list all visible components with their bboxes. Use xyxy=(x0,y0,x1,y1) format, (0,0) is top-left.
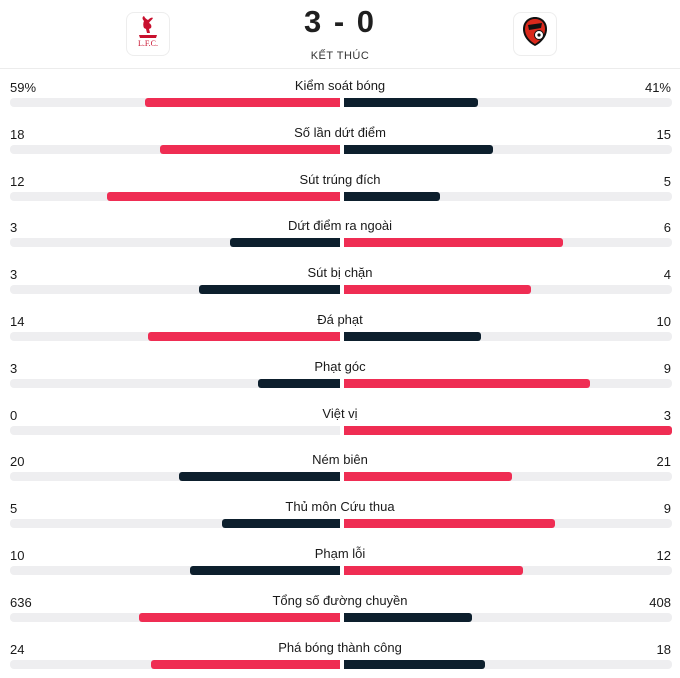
home-stat-track xyxy=(10,379,340,388)
home-stat-value: 59% xyxy=(10,80,37,95)
home-stat-track xyxy=(10,332,340,341)
home-stat-track xyxy=(10,98,340,107)
away-stat-bar xyxy=(344,98,478,107)
home-stat-bar xyxy=(148,332,341,341)
home-stat-track xyxy=(10,285,340,294)
away-stat-bar xyxy=(344,332,481,341)
stat-row xyxy=(0,538,680,585)
stat-row xyxy=(0,585,680,632)
stat-label: Phá bóng thành công xyxy=(278,639,402,655)
home-stat-value: 3 xyxy=(10,220,18,236)
stat-label: Số lần dứt điểm xyxy=(294,124,386,140)
away-stat-track xyxy=(344,472,672,481)
home-stat-bar xyxy=(107,192,340,201)
stat-row xyxy=(0,257,680,304)
home-stat-track xyxy=(10,192,340,201)
away-stat-track xyxy=(344,519,672,528)
away-stat-value: 18 xyxy=(656,641,671,657)
away-stat-track xyxy=(344,285,672,294)
stat-row xyxy=(0,164,680,211)
home-stat-value: 10 xyxy=(10,547,25,563)
home-stat-track xyxy=(10,613,340,622)
stat-row xyxy=(0,491,680,538)
home-stat-bar xyxy=(222,519,340,528)
stat-row xyxy=(0,351,680,398)
home-stat-bar xyxy=(145,98,340,107)
stat-label: Phạt góc xyxy=(314,358,366,374)
home-stat-value: 14 xyxy=(10,313,25,329)
stat-row xyxy=(0,70,680,117)
stat-row xyxy=(0,117,680,164)
home-stat-value: 636 xyxy=(10,594,32,610)
away-stat-bar xyxy=(344,379,590,388)
away-stat-bar xyxy=(344,566,523,575)
home-stat-value: 24 xyxy=(10,641,25,657)
away-stat-bar xyxy=(344,613,472,622)
home-stat-track xyxy=(10,519,340,528)
match-header xyxy=(0,0,680,69)
home-stat-bar xyxy=(199,285,340,294)
away-stat-value: 9 xyxy=(663,501,671,517)
bournemouth-crest-icon xyxy=(520,15,550,54)
home-stat-value: 12 xyxy=(10,173,25,189)
away-stat-value: 9 xyxy=(663,360,671,376)
away-stat-bar xyxy=(344,238,563,247)
home-stat-value: 3 xyxy=(10,267,18,283)
stat-label: Sút trúng đích xyxy=(299,171,381,187)
home-stat-bar xyxy=(151,660,340,669)
stat-row xyxy=(0,444,680,491)
away-stat-value: 41% xyxy=(644,80,671,95)
home-stat-track xyxy=(10,472,340,481)
stat-label: Sút bị chặn xyxy=(307,265,373,281)
away-stat-bar xyxy=(344,472,512,481)
home-stat-track xyxy=(10,145,340,154)
stat-label: Tổng số đường chuyền xyxy=(272,592,408,608)
away-stat-value: 408 xyxy=(649,594,671,610)
home-stat-bar xyxy=(230,238,340,247)
away-stat-value: 21 xyxy=(656,454,671,470)
away-stat-track xyxy=(344,426,672,435)
stat-label: Ném biên xyxy=(312,452,368,468)
home-stat-track xyxy=(10,660,340,669)
stat-label: Phạm lỗi xyxy=(314,545,366,561)
stat-label: Dứt điểm ra ngoài xyxy=(287,218,393,234)
match-score: 3 - 0 xyxy=(303,4,377,39)
match-status: KẾT THÚC xyxy=(310,50,370,62)
home-stat-value: 20 xyxy=(10,454,25,470)
stat-label: Việt vị xyxy=(322,405,358,421)
away-stat-track xyxy=(344,613,672,622)
home-stat-value: 0 xyxy=(10,407,18,423)
home-stat-bar xyxy=(179,472,340,481)
away-stat-track xyxy=(344,660,672,669)
away-stat-track xyxy=(344,332,672,341)
away-stat-bar xyxy=(344,145,493,154)
away-stat-value: 4 xyxy=(663,267,671,283)
home-stat-value: 5 xyxy=(10,501,18,517)
away-stat-bar xyxy=(344,519,555,528)
away-stat-bar xyxy=(344,285,531,294)
away-stat-bar xyxy=(344,426,672,435)
away-stat-track xyxy=(344,192,672,201)
away-stat-value: 15 xyxy=(656,126,671,142)
away-stat-bar xyxy=(344,192,440,201)
away-stat-track xyxy=(344,98,672,107)
svg-text:L.F.C.: L.F.C. xyxy=(137,38,159,48)
home-stat-track xyxy=(10,566,340,575)
away-stat-track xyxy=(344,238,672,247)
home-stat-track xyxy=(10,238,340,247)
away-stat-track xyxy=(344,379,672,388)
home-stat-bar xyxy=(190,566,340,575)
stat-row xyxy=(0,304,680,351)
away-stat-value: 6 xyxy=(663,220,671,236)
away-stat-value: 5 xyxy=(663,173,671,189)
stat-label: Thủ môn Cứu thua xyxy=(285,499,395,515)
away-stat-value: 12 xyxy=(656,547,671,563)
home-stat-bar xyxy=(139,613,340,622)
home-stat-bar xyxy=(160,145,340,154)
away-stat-track xyxy=(344,145,672,154)
away-stat-value: 3 xyxy=(663,407,671,423)
home-stat-value: 18 xyxy=(10,126,25,142)
stat-row xyxy=(0,398,680,445)
home-stat-track xyxy=(10,426,340,435)
home-stat-bar xyxy=(258,379,341,388)
away-team-crest[interactable] xyxy=(513,12,557,56)
home-stat-value: 3 xyxy=(10,360,18,376)
stat-label: Đá phạt xyxy=(317,311,363,327)
stat-label: Kiểm soát bóng xyxy=(294,78,386,93)
away-stat-track xyxy=(344,566,672,575)
stat-row xyxy=(0,632,680,678)
away-stat-bar xyxy=(344,660,485,669)
stat-row xyxy=(0,210,680,257)
stats-list xyxy=(0,70,680,678)
away-stat-value: 10 xyxy=(656,313,671,329)
